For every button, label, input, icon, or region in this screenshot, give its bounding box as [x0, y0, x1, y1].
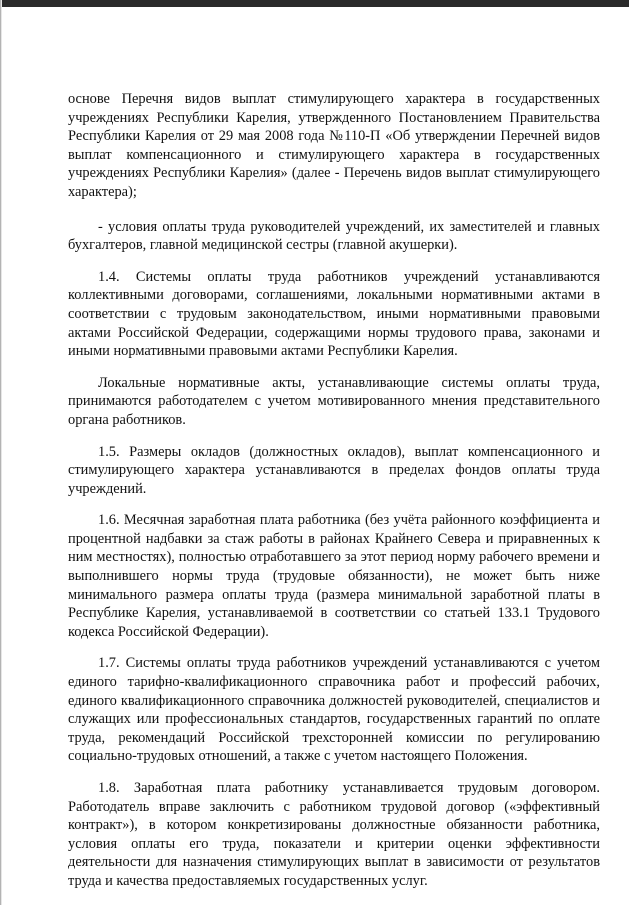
paragraph-1-5: 1.5. Размеры окладов (должностных окладов), выплат компенсационного и стимулирующего характера устанавливаются в пределах фондов оплаты труда учреждений. [68, 443, 600, 497]
paragraph-1-4: 1.4. Системы оплаты труда работников учреждений устанавливаются коллективными договорами, соглашениями, локальными нормативными актами в соответствии с трудовым законодательством, иными нормативными правовыми актами Российской Федерации, содержащими нормы трудового права, законами и иными нормативными правовыми актами Республики Карелия. [68, 268, 600, 360]
document-page [68, 90, 600, 904]
paragraph-list-continuation: основе Перечня видов выплат стимулирующего характера в государственных учреждениях Республики Карелия, утвержденного Постановлением Правительства Республики Карелия от 29 мая 2008 года №110-П «Об утверждении Перечней видов выплат компенсационного и стимулирующего характера в государственных учреждениях Республики Карелия» (далее - Перечень видов выплат стимулирующего характера); [68, 91, 600, 200]
paragraph-1-8: 1.8. Заработная плата работнику устанавливается трудовым договором. Работодатель вправе заключить с работником трудовой договор («эффективный контракт»), в котором конкретизированы должностные обязанности работника, условия оплаты его труда, показатели и критерии оценки эффективности деятельности для назначения стимулирующих выплат в зависимости от результатов труда и качества предоставляемых государственных услуг. [68, 780, 600, 889]
paragraph-1-6: 1.6. Месячная заработная плата работника (без учёта районного коэффициента и процентной надбавки за стаж работы в районах Крайнего Севера и приравненных к ним местностях), полностью отработавшего за этот период норму рабочего времени и выполнившего нормы труда (трудовые обязанности), не может быть ниже минимального размера оплаты труда (размера минимальной заработной платы в Республике Карелия, устанавливаемой в соответствии со статьей 133.1 Трудового кодекса Российской Федерации). [68, 512, 600, 640]
paragraph-list-item-conditions: - условия оплаты труда руководителей учреждений, их заместителей и главных бухгалтеров, главной медицинской сестры (главной акушерки). [68, 218, 600, 254]
paragraph-local-acts: Локальные нормативные акты, устанавливающие системы оплаты труда, принимаются работодателем с учетом мотивированного мнения представительного органа работников. [68, 374, 600, 428]
scan-top-border [0, 0, 629, 7]
paragraph-1-7: 1.7. Системы оплаты труда работников учреждений устанавливаются с учетом единого тарифно-квалификационного справочника работ и профессий рабочих, единого квалификационного справочника должностей руководителей, специалистов и служащих или профессиональных стандартов, государственных гарантий по оплате труда, рекомендаций Российской трехсторонней комиссии по регулированию социально-трудовых отношений, а также с учетом настоящего Положения. [68, 655, 600, 765]
scan-left-edge [0, 0, 2, 905]
